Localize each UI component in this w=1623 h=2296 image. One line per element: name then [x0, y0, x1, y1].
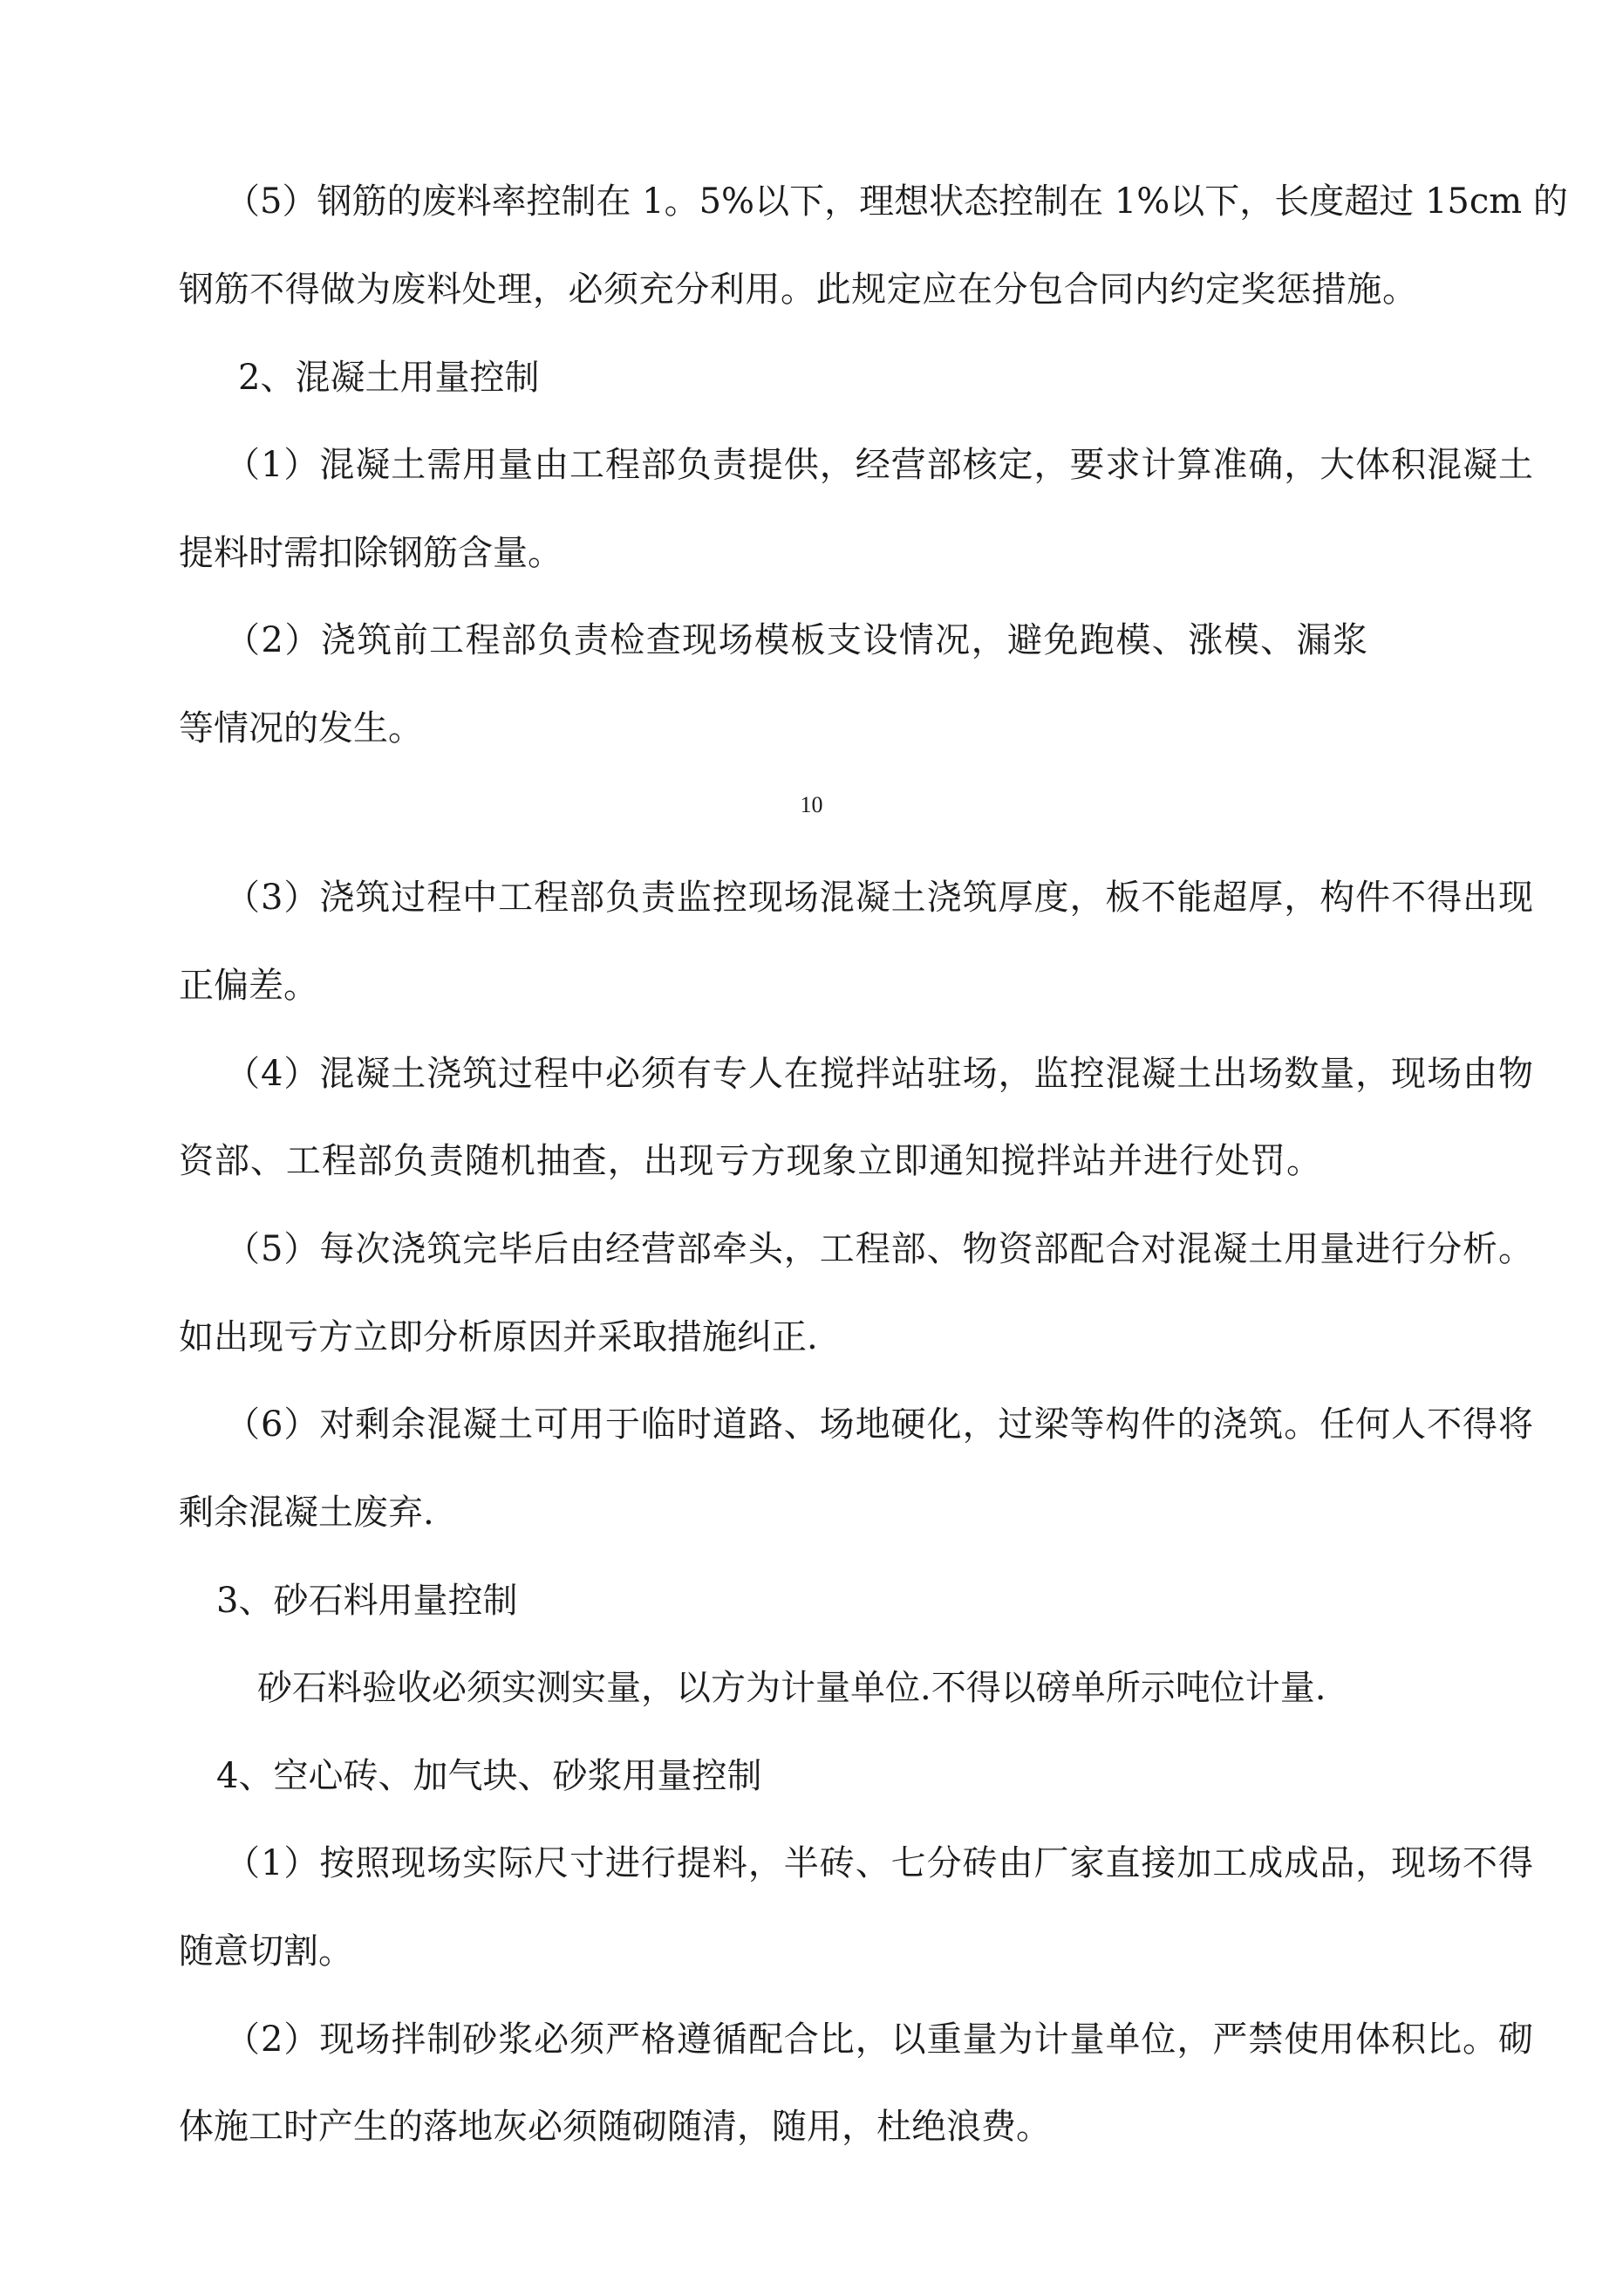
text-line-17: 砂石料验收必须实测实量，以方为计量单位.不得以磅单所示吨位计量. [257, 1668, 1326, 1708]
section-heading-aggregate: 3、砂石料用量控制 [216, 1581, 518, 1621]
text-line-9: 正偏差。 [179, 966, 318, 1006]
text-line-1: （5）钢筋的废料率控制在 1。5%以下，理想状态控制在 1%以下，长度超过 15cm 的 [225, 181, 1568, 222]
text-line-11: 资部、工程部负责随机抽查，出现亏方现象立即通知搅拌站并进行处罚。 [179, 1141, 1321, 1181]
text-line-7: 等情况的发生。 [179, 708, 423, 748]
text-line-14: （6）对剩余混凝土可用于临时道路、场地硬化，过梁等构件的浇筑。任何人不得将 [225, 1404, 1533, 1445]
text-line-12: （5）每次浇筑完毕后由经营部牵头，工程部、物资部配合对混凝土用量进行分析。 [225, 1229, 1533, 1269]
text-line-19: （1）按照现场实际尺寸进行提料，半砖、七分砖由厂家直接加工成成品，现场不得 [225, 1843, 1533, 1883]
text-line-13: 如出现亏方立即分析原因并采取措施纠正. [179, 1317, 818, 1357]
text-line-6: （2）浇筑前工程部负责检查现场模板支设情况，避免跑模、涨模、漏浆 [225, 620, 1367, 660]
text-line-5: 提料时需扣除钢筋含量。 [179, 533, 563, 573]
text-line-20: 随意切割。 [179, 1931, 353, 1971]
section-heading-masonry: 4、空心砖、加气块、砂浆用量控制 [216, 1756, 762, 1796]
text-line-10: （4）混凝土浇筑过程中必须有专人在搅拌站驻场，监控混凝土出场数量，现场由物 [225, 1054, 1533, 1094]
text-line-4: （1）混凝土需用量由工程部负责提供，经营部核定，要求计算准确，大体积混凝土 [225, 445, 1533, 485]
text-line-8: （3）浇筑过程中工程部负责监控现场混凝土浇筑厚度，板不能超厚，构件不得出现 [225, 878, 1533, 918]
section-heading-concrete: 2、混凝土用量控制 [238, 358, 540, 398]
text-line-22: 体施工时产生的落地灰必须随砌随清，随用，杜绝浪费。 [179, 2107, 1051, 2147]
page-number: 10 [800, 792, 823, 817]
text-line-15: 剩余混凝土废弃. [179, 1493, 434, 1533]
text-line-21: （2）现场拌制砂浆必须严格遵循配合比，以重量为计量单位，严禁使用体积比。砌 [225, 2019, 1533, 2060]
text-line-2: 钢筋不得做为废料处理，必须充分利用。此规定应在分包合同内约定奖惩措施。 [179, 270, 1417, 310]
